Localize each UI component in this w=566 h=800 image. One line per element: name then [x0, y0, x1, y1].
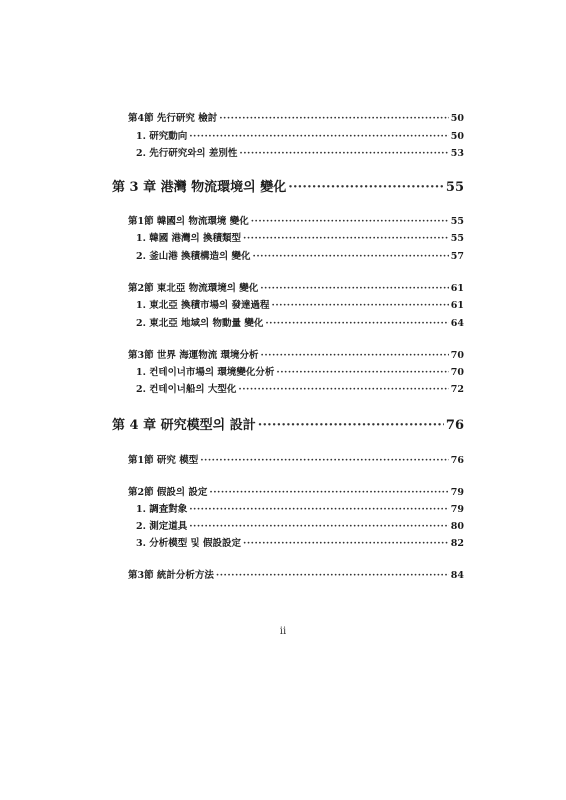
toc-entry-title: 第 3 章 港灣 物流環境의 變化 — [112, 180, 287, 195]
page-number: ii — [279, 626, 287, 637]
toc-entry-page: 79 — [450, 504, 464, 515]
toc-entry-page: 84 — [450, 570, 464, 581]
toc-leader — [253, 251, 449, 262]
toc-entry-page: 82 — [450, 538, 464, 549]
toc-entry-title: 2. 東北亞 地域의 物動量 變化 — [136, 318, 264, 329]
toc-leader — [261, 350, 449, 361]
toc-leader — [243, 233, 449, 244]
toc-entry-page: 61 — [450, 300, 464, 311]
toc-entry-page: 55 — [450, 233, 464, 244]
toc-leader — [200, 455, 449, 466]
toc-entry-page: 50 — [450, 113, 464, 124]
toc-entry-page: 80 — [450, 521, 464, 532]
toc-entry-page: 76 — [450, 455, 464, 466]
toc-leader — [189, 504, 449, 515]
toc-leader — [238, 384, 448, 395]
toc-entry-page: 57 — [450, 251, 464, 262]
toc-leader — [189, 521, 449, 532]
toc-leader — [239, 148, 448, 159]
toc-entry — [136, 297, 464, 311]
toc-entry — [128, 567, 464, 581]
toc-entry-page: 55 — [445, 180, 464, 195]
toc-leader — [260, 283, 449, 294]
toc-entry-title: 第1節 韓國의 物流環境 變化 — [128, 216, 249, 227]
toc-entry-page: 72 — [450, 384, 464, 395]
toc-entry-title: 2. 釜山港 換積構造의 變化 — [136, 251, 251, 262]
toc-entry-page: 53 — [450, 148, 464, 159]
toc-entry — [128, 484, 464, 498]
toc-entry — [136, 501, 464, 515]
toc-entry-page: 70 — [450, 350, 464, 361]
toc-leader — [265, 318, 448, 329]
toc-entry-title: 第2節 東北亞 物流環境의 變化 — [128, 283, 259, 294]
toc-entry-title: 第2節 假設의 設定 — [128, 487, 208, 498]
toc-entry — [136, 230, 464, 244]
toc-entry-title: 1. 調査對象 — [136, 504, 188, 515]
toc-leader — [209, 487, 448, 498]
toc-entry-title: 1. 컨테이너市場의 環境變化分析 — [136, 367, 275, 378]
toc-entry-title: 1. 研究動向 — [136, 131, 188, 142]
toc-entry-page: 61 — [450, 283, 464, 294]
toc-entry-page: 70 — [450, 367, 464, 378]
toc-entry-page: 79 — [450, 487, 464, 498]
toc-entry — [128, 280, 464, 294]
toc-entry-page: 55 — [450, 216, 464, 227]
toc-entry — [136, 248, 464, 262]
toc-entry-page: 76 — [445, 418, 464, 433]
toc-entry-title: 2. 先行研究와의 差別性 — [136, 148, 238, 159]
toc-entry — [136, 518, 464, 532]
toc-leader — [288, 180, 444, 195]
toc-entry-title: 第 4 章 研究模型의 設計 — [112, 418, 256, 433]
toc-entry-title: 2. 測定道具 — [136, 521, 188, 532]
toc-entry — [136, 315, 464, 329]
toc-leader — [243, 538, 449, 549]
toc-entry-title: 3. 分析模型 및 假設設定 — [136, 538, 242, 549]
toc-entry-title: 第3節 世界 海運物流 環境分析 — [128, 350, 259, 361]
toc-entry — [128, 347, 464, 361]
toc-entry-title: 1. 東北亞 換積市場의 發達過程 — [136, 300, 270, 311]
toc-entry — [136, 364, 464, 378]
toc-chapter-entry — [112, 414, 464, 433]
toc-entry — [128, 213, 464, 227]
toc-entry — [128, 452, 464, 466]
toc-entry-title: 2. 컨테이너船의 大型化 — [136, 384, 237, 395]
toc-leader — [272, 300, 449, 311]
toc-leader — [189, 131, 449, 142]
toc-entry-title: 1. 韓國 港灣의 換積類型 — [136, 233, 242, 244]
toc-entry-title: 第1節 研究 模型 — [128, 455, 199, 466]
toc-leader — [258, 418, 444, 433]
toc-entry — [136, 535, 464, 549]
toc-entry-title: 第4節 先行研究 檢討 — [128, 113, 218, 124]
toc-entry-title: 第3節 統計分析方法 — [128, 570, 214, 581]
toc-leader — [216, 570, 449, 581]
toc-entry — [136, 145, 464, 159]
toc-entry — [136, 128, 464, 142]
toc-chapter-entry — [112, 176, 464, 195]
toc-leader — [251, 216, 449, 227]
toc-entry — [136, 381, 464, 395]
toc-entry — [128, 110, 464, 124]
toc-entry-page: 50 — [450, 131, 464, 142]
toc-leader — [219, 113, 449, 124]
toc-leader — [276, 367, 448, 378]
toc-entry-page: 64 — [450, 318, 464, 329]
